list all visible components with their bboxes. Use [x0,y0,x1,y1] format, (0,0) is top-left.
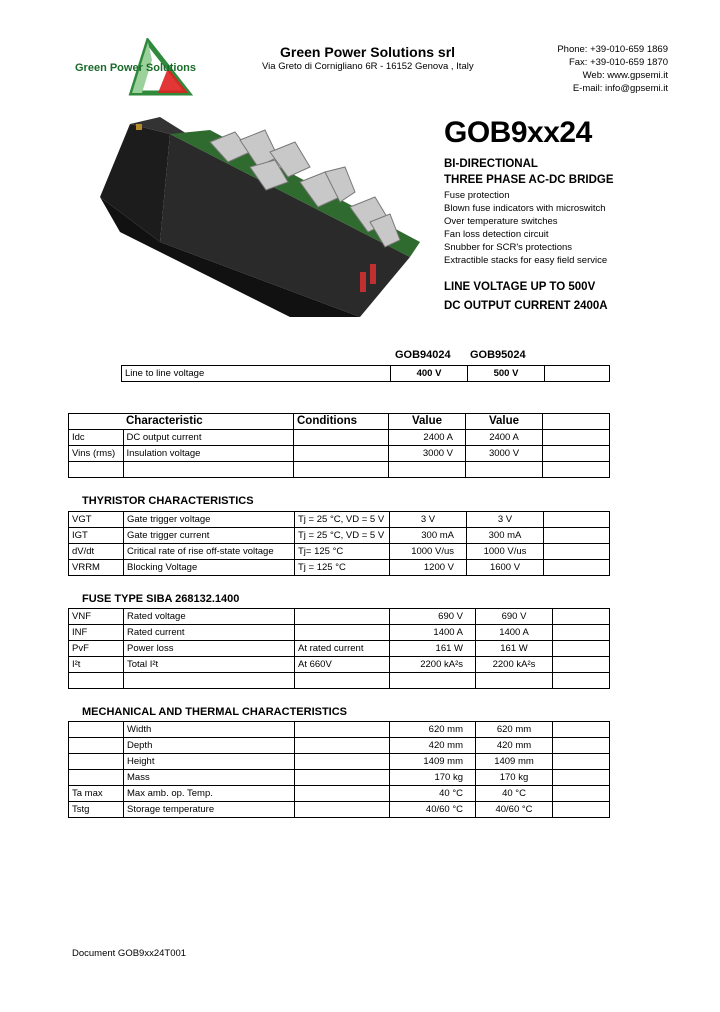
symbol-cell: Idc [69,430,124,446]
table-row [69,770,610,786]
cond-cell [294,446,389,462]
model-header-1: GOB94024 [395,349,451,361]
feature-item: Fuse protection [444,190,510,201]
desc-cell: Critical rate of rise off-state voltage [124,544,295,560]
desc-cell: Rated voltage [124,609,295,625]
fuse-section-title: FUSE TYPE SIBA 268132.1400 [82,593,240,605]
cond-cell: Tj= 125 °C [295,544,390,560]
value-cell: 40/60 °C [390,802,476,818]
table-row [69,625,610,641]
value-cell: 3000 V [466,446,543,462]
spec-dc-current: DC OUTPUT CURRENT 2400A [444,300,608,312]
table-row [69,544,610,560]
value-cell: 1409 mm [476,754,553,770]
value-cell: 1600 V [467,560,544,576]
empty-cell [123,462,294,478]
table-row [69,786,610,802]
contact-fax: Fax: +39-010-659 1870 [568,57,668,68]
cond-cell [295,786,390,802]
cond-cell [295,770,390,786]
desc-cell: Mass [124,770,295,786]
mech-section-title: MECHANICAL AND THERMAL CHARACTERISTICS [82,706,348,718]
value-cell: 2400 A [466,430,543,446]
value-cell: 161 W [476,641,553,657]
empty-cell [553,673,610,689]
desc-cell: Rated current [124,625,295,641]
cond-cell: Tj = 25 °C, VD = 5 V [295,512,390,528]
desc-cell: Max amb. op. Temp. [124,786,295,802]
empty-cell [294,462,389,478]
empty-cell [69,462,124,478]
desc-cell: Height [124,754,295,770]
col-characteristic [123,414,294,430]
symbol-cell [69,738,124,754]
value-cell: 300 mA [467,528,544,544]
model-header-2: GOB95024 [470,349,526,361]
symbol-cell: INF [69,625,124,641]
empty-cell [544,544,610,560]
value-cell: 420 mm [390,738,476,754]
value-cell: 1400 A [390,625,476,641]
symbol-cell: I²t [69,657,124,673]
header-spacer [69,414,124,430]
company-name: Green Power Solutions srl [280,44,456,60]
value-cell: 40 °C [476,786,553,802]
desc-cell: Gate trigger voltage [124,512,295,528]
symbol-cell: dV/dt [69,544,124,560]
table-row [69,722,610,738]
desc-cell: Storage temperature [124,802,295,818]
row-label: Line to line voltage [122,366,391,382]
value-cell: 2200 kA²s [476,657,553,673]
symbol-cell: VNF [69,609,124,625]
symbol-cell: Vins (rms) [69,446,124,462]
value-cell: 161 W [390,641,476,657]
cond-cell [295,722,390,738]
contact-email: E-mail: info@gpsemi.it [572,83,668,94]
line-voltage-table [121,365,610,382]
desc-cell: Gate trigger current [124,528,295,544]
value-cell: 40 °C [390,786,476,802]
empty-cell [543,430,610,446]
empty-cell [553,641,610,657]
value-cell: 2400 A [389,430,466,446]
table-row [69,430,610,446]
cond-cell: Tj = 25 °C, VD = 5 V [295,528,390,544]
desc-cell: Width [124,722,295,738]
value-cell: 1409 mm [390,754,476,770]
empty-cell [544,560,610,576]
value-cell: 620 mm [390,722,476,738]
empty-cell [553,738,610,754]
symbol-cell: VGT [69,512,124,528]
product-image [100,112,430,330]
cond-cell [295,609,390,625]
table-row [69,446,610,462]
empty-cell [544,512,610,528]
symbol-cell: VRRM [69,560,124,576]
col-characteristic-label: Characteristic [126,415,203,427]
value-cell: 400 V [391,366,468,382]
table-row [69,754,610,770]
table-row [69,657,610,673]
mech-table [68,721,610,818]
symbol-cell: Ta max [69,786,124,802]
col-conditions: Conditions [294,414,389,430]
col-value-1: Value [389,414,466,430]
desc-cell: Depth [124,738,295,754]
cond-cell [294,430,389,446]
symbol-cell: IGT [69,528,124,544]
value-cell: 690 V [476,609,553,625]
table-row [69,560,610,576]
subtitle-line-1: BI-DIRECTIONAL [444,158,538,170]
empty-cell [476,673,553,689]
logo-text: Green Power Solutions [75,62,197,74]
value-cell: 1000 V/us [467,544,544,560]
symbol-cell: Tstg [69,802,124,818]
table-row [69,462,610,478]
value-cell: 690 V [390,609,476,625]
value-cell: 170 kg [390,770,476,786]
empty-cell [553,625,610,641]
value-cell: 300 mA [390,528,467,544]
subtitle-line-2: THREE PHASE AC-DC BRIDGE [444,174,614,186]
desc-cell: Blocking Voltage [124,560,295,576]
empty-cell [543,446,610,462]
characteristics-table [68,413,610,478]
table-row [122,366,610,382]
document-id: Document GOB9xx24T001 [72,948,187,959]
cond-cell: At rated current [295,641,390,657]
fuse-table [68,608,610,689]
desc-cell: DC output current [123,430,294,446]
contact-phone: Phone: +39-010-659 1869 [557,44,668,55]
col-value-2: Value [466,414,543,430]
symbol-cell [69,722,124,738]
feature-item: Fan loss detection circuit [444,229,549,240]
cond-cell [295,625,390,641]
empty-cell [466,462,543,478]
feature-item: Over temperature switches [444,216,558,227]
value-cell: 3 V [467,512,544,528]
table-row [69,641,610,657]
empty-cell [553,657,610,673]
table-row [69,738,610,754]
empty-cell [124,673,295,689]
symbol-cell [69,770,124,786]
table-row [69,512,610,528]
table-row [69,802,610,818]
empty-cell [553,770,610,786]
company-address: Via Greto di Cornigliano 6R - 16152 Genova , Italy [262,61,474,72]
contact-block [468,43,668,95]
value-cell: 500 V [468,366,545,382]
desc-cell: Power loss [124,641,295,657]
empty-cell [553,722,610,738]
thyristor-section-title: THYRISTOR CHARACTERISTICS [82,495,254,507]
value-cell: 620 mm [476,722,553,738]
table-header-row [69,414,610,430]
value-cell: 40/60 °C [476,802,553,818]
empty-cell [553,802,610,818]
value-cell: 420 mm [476,738,553,754]
key-specs [444,278,608,316]
empty-cell [295,673,390,689]
value-cell: 170 kg [476,770,553,786]
empty-cell [389,462,466,478]
feature-item: Extractible stacks for easy field service [444,255,608,266]
cond-cell [295,802,390,818]
empty-cell [543,462,610,478]
header-empty [543,414,610,430]
value-cell: 1200 V [390,560,467,576]
symbol-cell [69,754,124,770]
cond-cell: Tj = 125 °C [295,560,390,576]
value-cell: 1400 A [476,625,553,641]
symbol-cell: PvF [69,641,124,657]
empty-cell [544,528,610,544]
product-subtitle [444,156,614,188]
cond-cell [295,738,390,754]
empty-cell [553,754,610,770]
empty-cell [553,786,610,802]
value-cell: 3000 V [389,446,466,462]
contact-web: Web: www.gpsemi.it [582,70,668,81]
feature-list [444,189,607,267]
table-row [69,528,610,544]
spec-line-voltage: LINE VOLTAGE UP TO 500V [444,281,596,293]
value-cell: 2200 kA²s [390,657,476,673]
table-row [69,609,610,625]
empty-cell [553,609,610,625]
empty-cell [69,673,124,689]
thyristor-table [68,511,610,576]
feature-item: Snubber for SCR's protections [444,242,573,253]
cond-cell [295,754,390,770]
table-row [69,673,610,689]
value-cell: 3 V [390,512,467,528]
desc-cell: Insulation voltage [123,446,294,462]
value-cell: 1000 V/us [390,544,467,560]
cond-cell: At 660V [295,657,390,673]
product-title: GOB9xx24 [444,116,592,149]
empty-cell [390,673,476,689]
empty-cell [545,366,610,382]
feature-item: Blown fuse indicators with microswitch [444,203,606,214]
desc-cell: Total I²t [124,657,295,673]
